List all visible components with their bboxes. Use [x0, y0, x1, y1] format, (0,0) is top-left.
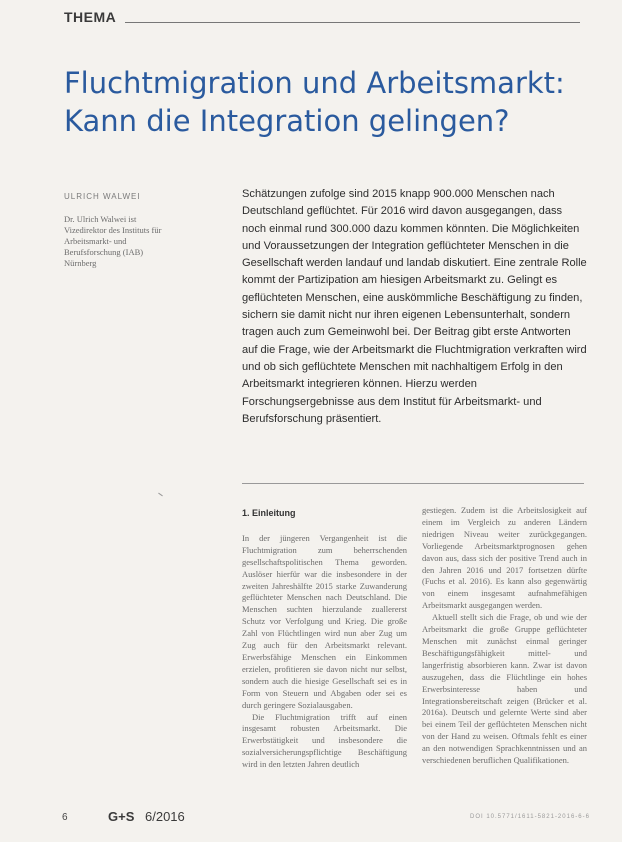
body-column-left [242, 508, 407, 771]
title-line-2: Kann die Integration gelingen? [64, 104, 510, 138]
abstract-divider [242, 483, 584, 484]
page-number: 6 [62, 812, 68, 823]
body-paragraph: gestiegen. Zudem ist die Arbeitslosigkeit auf einem im Vergleich zu anderen Ländern niedrigen Niveau weiter zurückgegangen. Vorliegende Arbeitsmarktprognosen gehen davon aus, dass sich der positive Trend auch in den Jahren 2016 und 2017 fortsetzen dürfte (Fuchs et al. 2016). Es kann also gegenwärtig von einem insgesamt aufnahmefähigen Arbeitsmarkt ausgegangen werden. [422, 505, 587, 611]
author-bio: Dr. Ulrich Walwei ist Vizedirektor des Instituts für Arbeitsmarkt- und Berufsforschung (IAB) Nürnberg [64, 214, 162, 268]
section-label: THEMA [64, 9, 117, 25]
section-divider [125, 22, 580, 23]
body-paragraph: Aktuell stellt sich die Frage, ob und wie der Arbeitsmarkt die große Gruppe geflüchteter Menschen mit zunächst einmal geringer Beschäftigungsfähigkeit mittel- und langerfristig absorbieren kann. Zwar ist davon auszugehen, dass die Flüchtlinge ein hohes Erwerbsinteresse haben und Integrationsbereitschaft zeigen (Brücker et al. 2016a). Deutsch und gelernte Werte sind aber bei einem Teil der geflüchteten Menschen nicht von der Hand zu weisen. Oftmals fehlt es einer an den notwendigen Sprachkenntnissen und an verschiedenen beruflichen Qualifikationen. [422, 612, 587, 766]
article-title [64, 64, 594, 140]
section-heading: 1. Einleitung [242, 508, 296, 518]
title-line-1: Fluchtmigration und Arbeitsmarkt: [64, 66, 565, 100]
magazine-name: G+S [108, 809, 135, 824]
body-column-right [422, 505, 587, 767]
body-paragraph: Die Fluchtmigration trifft auf einen insgesamt robusten Arbeitsmarkt. Die Erwerbstätigkeit und insbesondere die sozialversicherungspflichtige Beschäftigung wird in den letzten Jahren deutlich [242, 711, 407, 770]
article-abstract: Schätzungen zufolge sind 2015 knapp 900.000 Menschen nach Deutschland geflüchtet. Für 2016 wird davon ausgegangen, dass noch einmal rund 300.000 dazu kommen könnten. Die Möglichkeiten und Voraussetzungen der Integration geflüchteter Menschen in die Gesellschaft werden landauf und landab diskutiert. Eine zentrale Rolle kommt der Partizipation am hiesigen Arbeitsmarkt zu. Gelingt es geflüchteten Menschen, eine auskömmliche Beschäftigung zu finden, sichern sie damit nicht nur ihren eigenen Lebensunterhalt, sondern tragen auch zum Gemeinwohl bei. Der Beitrag gibt erste Antworten auf die Frage, wie der Arbeitsmarkt die Fluchtmigration verkraften wird und ob sich geflüchtete Menschen mit nachhaltigem Erfolg in den Arbeitsmarkt integrieren können. Hierzu werden Forschungsergebnisse aus dem Institut für Arbeitsmarkt- und Berufsforschung präsentiert. [242, 188, 587, 425]
scan-mark [158, 493, 163, 497]
body-paragraph: In der jüngeren Vergangenheit ist die Fluchtmigration zum beherrschenden gesellschaftspolitischen Thema geworden. Auslöser hierfür war die insbesondere in der zweiten Jahreshälfte 2015 starke Zuwanderung geflüchteter Menschen nach Deutschland. Die Menschen suchten hierzulande zuallererst Schutz vor Verfolgung und Krieg. Die große Zahl von Flüchtlingen wird nun aber Zug um Zug auch für den Arbeitsmarkt relevant. Erwerbsfähige Menschen ein Einkommen erzielen, profitieren sie davon nicht nur selbst, sondern auch die hiesige Gesellschaft sei es in Form von Steuern und Abgaben oder sei es durch geringere Sozialausgaben. [242, 532, 407, 710]
issue-number: 6/2016 [145, 809, 185, 824]
footer-doi: DOI 10.5771/1611-5821-2016-6-6 [470, 814, 590, 820]
author-name: ULRICH WALWEI [64, 192, 141, 201]
